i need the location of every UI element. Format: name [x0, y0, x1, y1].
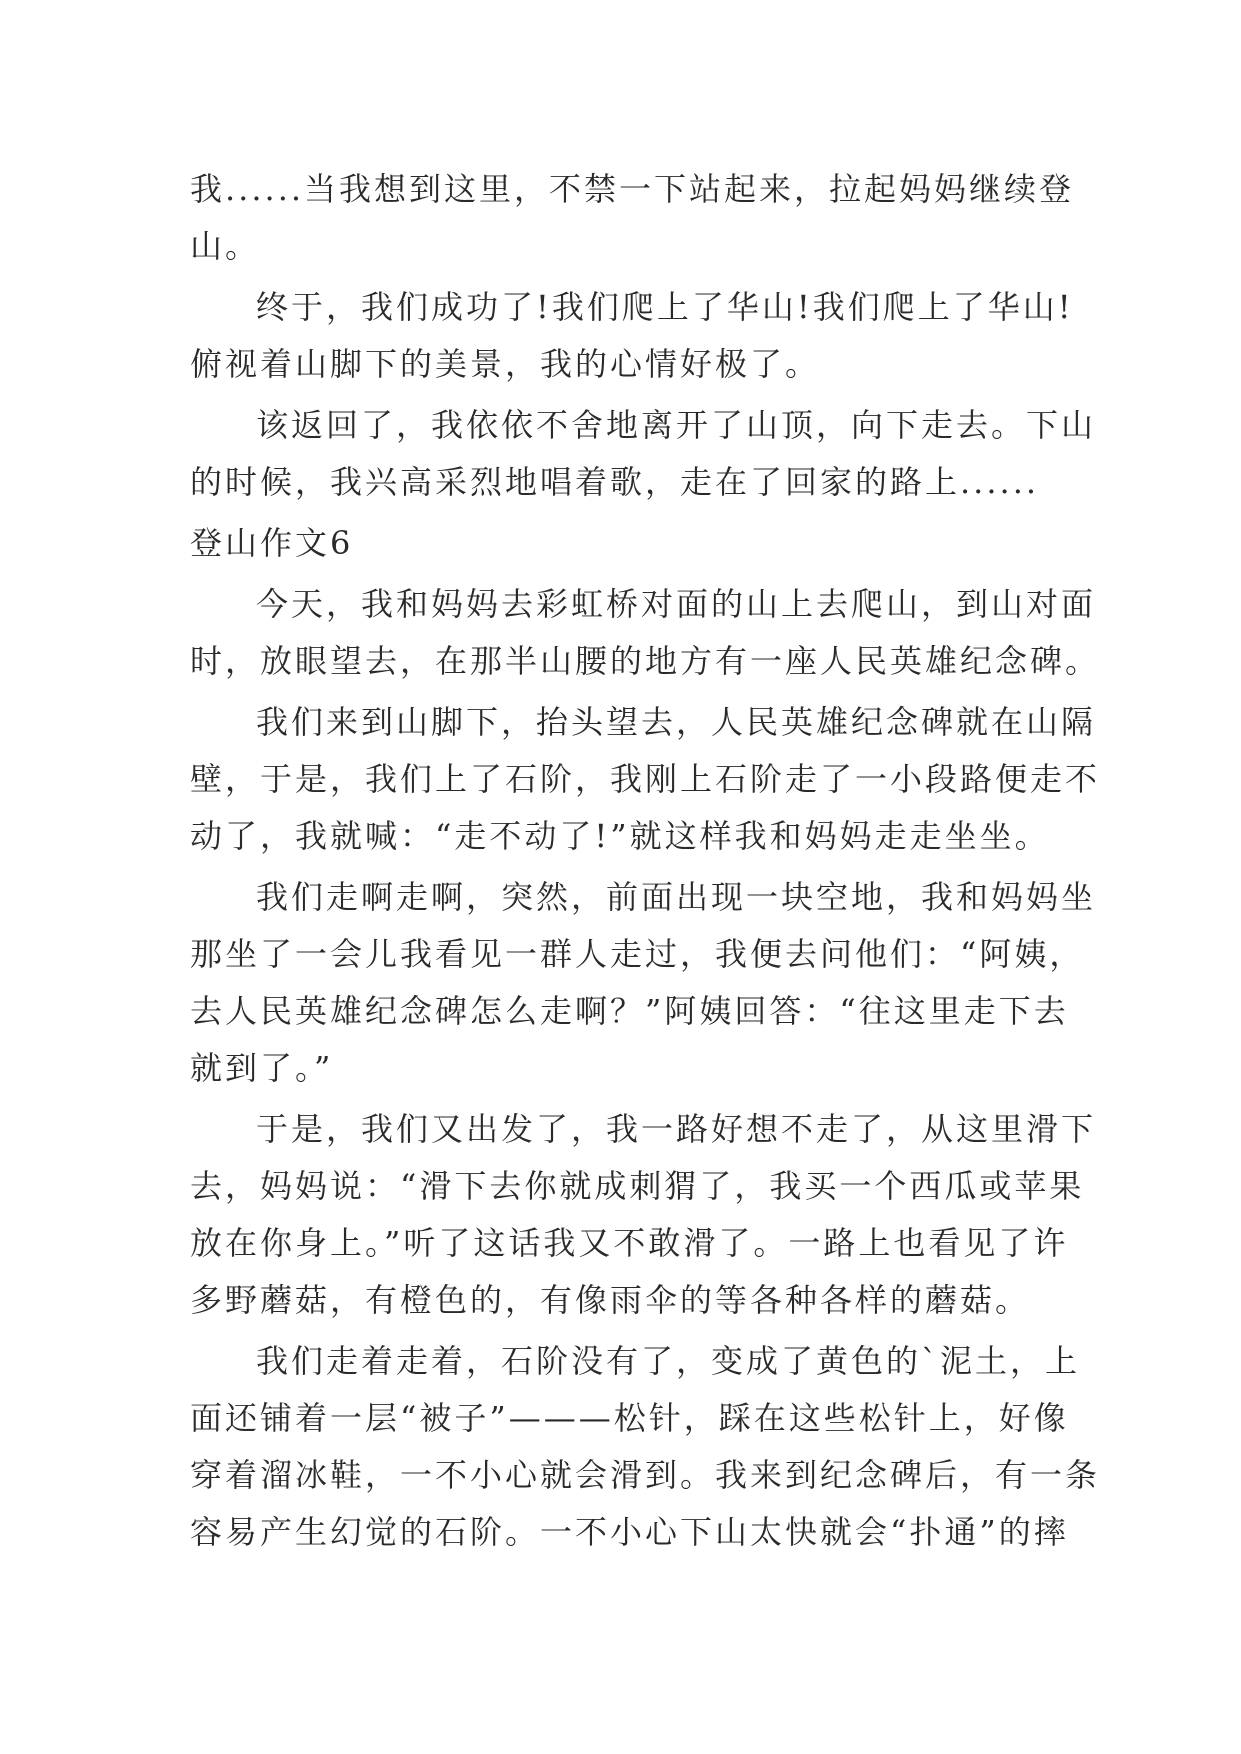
text-line: 俯视着山脚下的美景，我的心情好极了。 [190, 345, 821, 383]
text-line: 我们来到山脚下，抬头望去，人民英雄纪念碑就在山隔 [256, 703, 1097, 741]
text-line: 放在你身上。”听了这话我又不敢滑了。一路上也看见了许 [190, 1224, 1069, 1262]
paragraph [190, 694, 1101, 865]
paragraph [190, 1333, 1101, 1561]
text-line: 壁，于是，我们上了石阶，我刚上石阶走了一小段路便走不 [190, 760, 1101, 798]
text-line: 面还铺着一层“被子”———松针，踩在这些松针上，好像 [190, 1399, 1069, 1437]
paragraph [190, 869, 1097, 1097]
essay-text [190, 161, 1101, 1565]
paragraph [190, 576, 1101, 690]
text-line: 容易产生幻觉的石阶。一不小心下山太快就会“扑通”的摔 [190, 1513, 1069, 1551]
text-line: 就到了。” [190, 1049, 334, 1087]
text-line: 那坐了一会儿我看见一群人走过，我便去问他们：“阿姨， [190, 935, 1085, 973]
text-line: 去人民英雄纪念碑怎么走啊？”阿姨回答：“往这里走下去 [190, 992, 1069, 1030]
text-line: 去，妈妈说：“滑下去你就成刺猬了，我买一个西瓜或苹果 [190, 1167, 1085, 1205]
text-line: 山。 [190, 227, 261, 265]
text-line: 动了，我就喊：“走不动了!”就这样我和妈妈走走坐坐。 [190, 817, 1050, 855]
paragraph [190, 279, 1074, 393]
paragraph [190, 397, 1097, 511]
text-line: 我......当我想到这里，不禁一下站起来，拉起妈妈继续登 [190, 170, 1075, 208]
text-line: 时，放眼望去，在那半山腰的地方有一座人民英雄纪念碑。 [190, 642, 1101, 680]
text-line: 穿着溜冰鞋，一不小心就会滑到。我来到纪念碑后，有一条 [190, 1456, 1101, 1494]
text-line: 我们走着走着，石阶没有了，变成了黄色的`泥土，上 [256, 1342, 1081, 1380]
text-line: 多野蘑菇，有橙色的，有像雨伞的等各种各样的蘑菇。 [190, 1281, 1031, 1319]
text-line: 今天，我和妈妈去彩虹桥对面的山上去爬山，到山对面 [256, 585, 1097, 623]
text-line: 于是，我们又出发了，我一路好想不走了，从这里滑下 [256, 1110, 1097, 1148]
section-heading: 登山作文6 [190, 524, 354, 562]
paragraph [190, 161, 1075, 275]
paragraph [190, 1101, 1097, 1329]
text-line: 终于，我们成功了!我们爬上了华山!我们爬上了华山! [256, 288, 1074, 326]
text-line: 的时候，我兴高采烈地唱着歌，走在了回家的路上...... [190, 463, 1040, 501]
text-line: 我们走啊走啊，突然，前面出现一块空地，我和妈妈坐 [256, 878, 1097, 916]
text-line: 该返回了，我依依不舍地离开了山顶，向下走去。下山 [256, 406, 1097, 444]
